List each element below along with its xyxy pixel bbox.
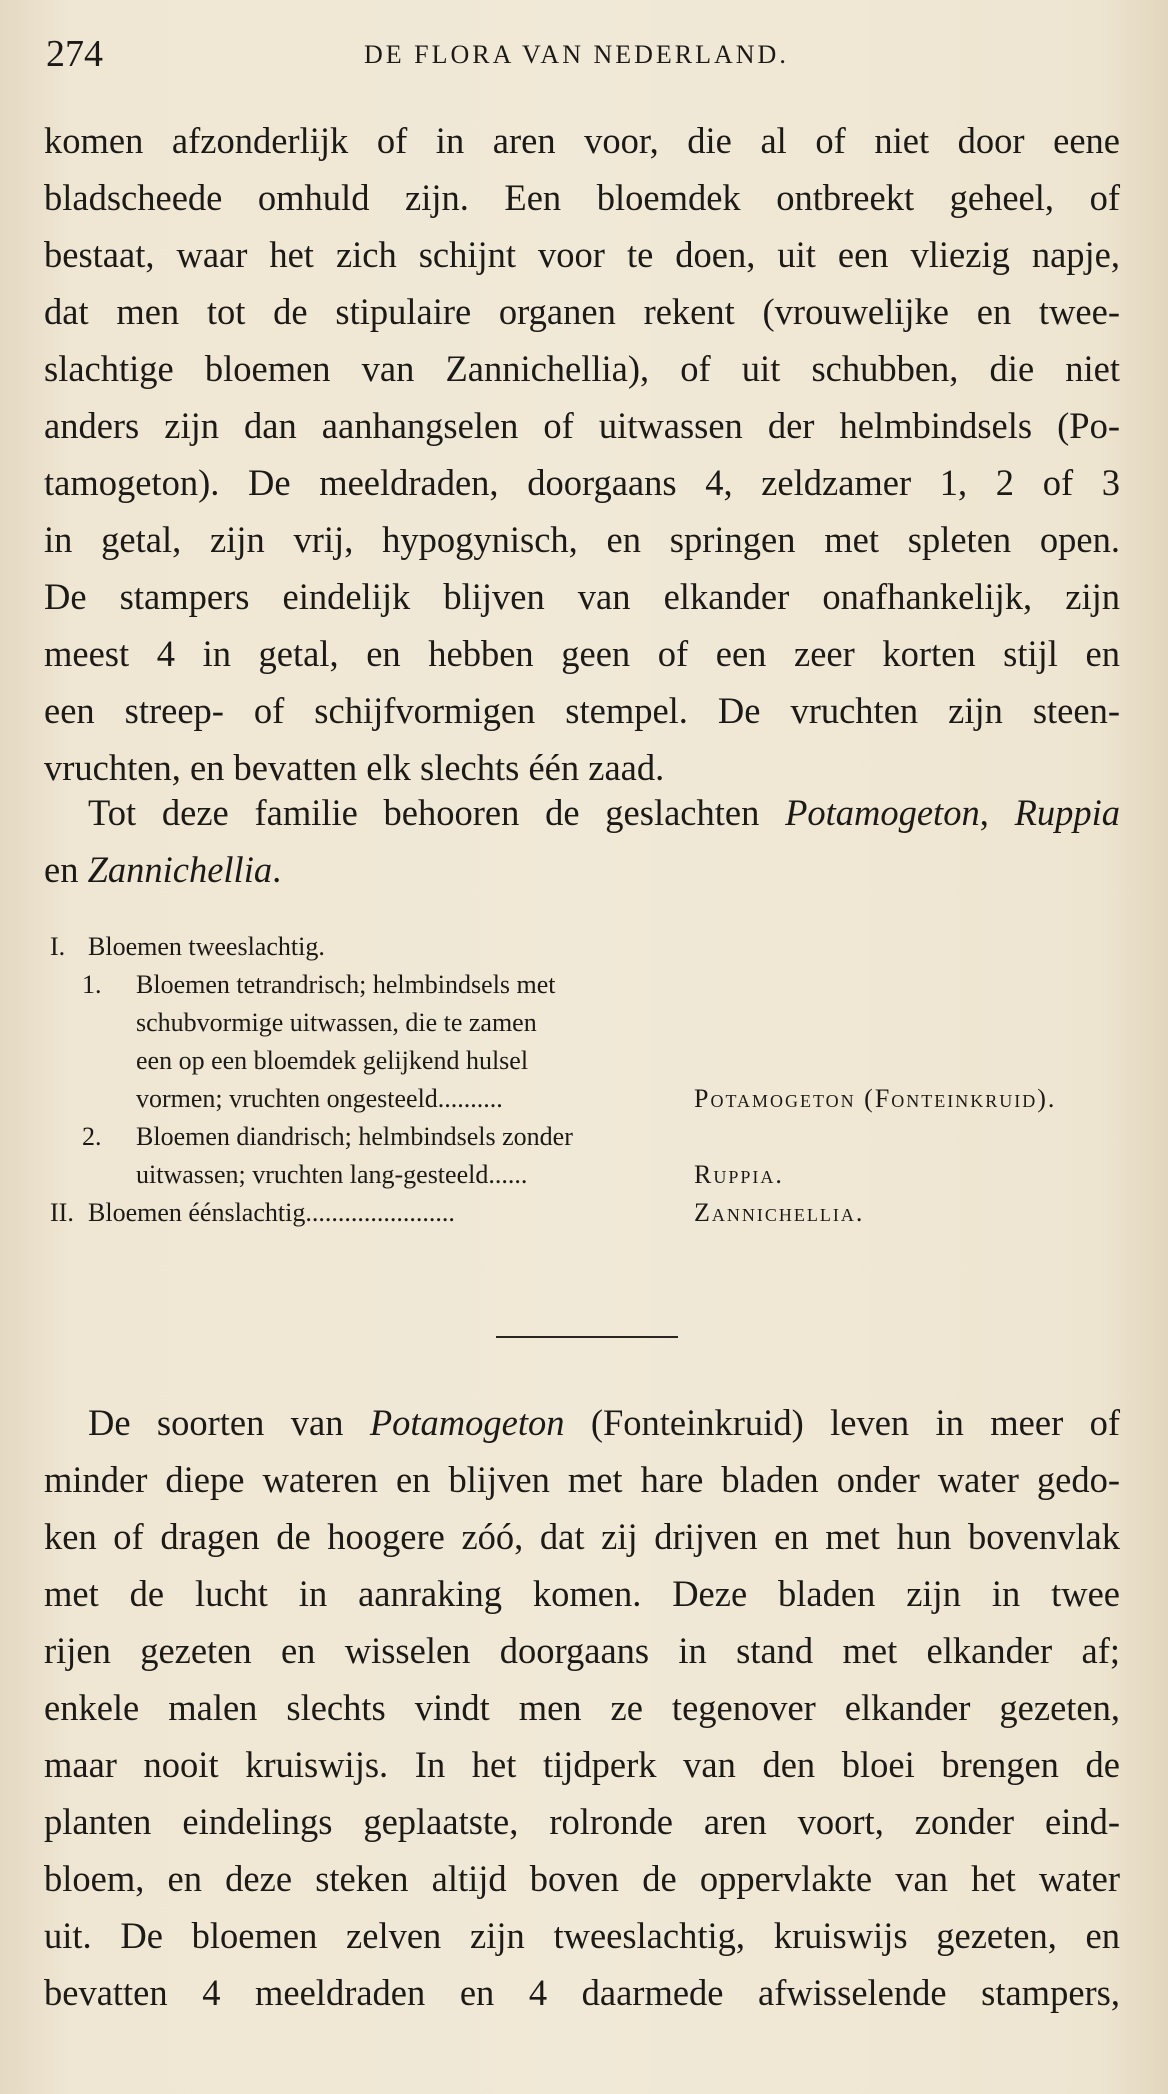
key-row xyxy=(50,1080,1130,1118)
key-number: I. xyxy=(50,932,66,961)
key-number: II. xyxy=(50,1198,74,1227)
text-line: anders zijn dan aanhangselen of uitwassen der helmbindsels (Po- xyxy=(44,405,1120,446)
key-row xyxy=(50,1118,1130,1156)
text-line: een streep- of schijfvormigen stempel. De vruchten zijn steen- xyxy=(44,690,1120,731)
text-line xyxy=(44,841,1120,898)
text-line: met de lucht in aanraking komen. Deze bladen zijn in twee xyxy=(44,1573,1120,1614)
text-line: slachtige bloemen van Zannichellia), of uit schubben, die niet xyxy=(44,348,1120,389)
text-line: maar nooit kruiswijs. In het tijdperk van den bloei brengen de xyxy=(44,1744,1120,1785)
text-line: bestaat, waar het zich schijnt voor te doen, uit een vliezig napje, xyxy=(44,234,1120,275)
text-line: bladscheede omhuld zijn. Een bloemdek ontbreekt geheel, of xyxy=(44,177,1120,218)
key-text: Bloemen éénslachtig....................... xyxy=(88,1198,455,1227)
text-line: ken of dragen de hoogere zóó, dat zij drijven en met hun bovenvlak xyxy=(44,1516,1120,1557)
key-text: schubvormige uitwassen, die te zamen xyxy=(136,1008,537,1037)
key-result-ruppia: Ruppia. xyxy=(694,1160,784,1189)
text-line: planten eindelings geplaatste, rolronde aren voort, zonder eind- xyxy=(44,1801,1120,1842)
key-result-zannichellia: Zannichellia. xyxy=(694,1198,865,1227)
key-text: vormen; vruchten ongesteeld.......... xyxy=(136,1084,503,1113)
identification-key xyxy=(50,928,1130,1232)
text-line xyxy=(44,1394,1120,1451)
key-text: een op een bloemdek gelijkend hulsel xyxy=(136,1046,529,1075)
text-line: tamogeton). De meeldraden, doorgaans 4, zeldzamer 1, 2 of 3 xyxy=(44,462,1120,503)
key-number: 1. xyxy=(82,970,102,999)
section-divider xyxy=(496,1336,678,1338)
text-span: en xyxy=(44,849,88,890)
text-line: rijen gezeten en wisselen doorgaans in stand met elkander af; xyxy=(44,1630,1120,1671)
text-line: uit. De bloemen zelven zijn tweeslachtig, kruiswijs gezeten, en xyxy=(44,1915,1120,1956)
paragraph-potamogeton xyxy=(44,1394,1120,2021)
key-text: Bloemen tweeslachtig. xyxy=(88,932,325,961)
key-row xyxy=(50,1042,1130,1080)
genus-ruppia: Ruppia xyxy=(1014,792,1120,833)
text-line: enkele malen slechts vindt men ze tegenover elkander gezeten, xyxy=(44,1687,1120,1728)
key-row xyxy=(50,1004,1130,1042)
key-text: Bloemen diandrisch; helmbindsels zonder xyxy=(136,1122,573,1151)
text-line: minder diepe wateren en blijven met hare bladen onder water gedo- xyxy=(44,1459,1120,1500)
text-line: dat men tot de stipulaire organen rekent (vrouwelijke en twee- xyxy=(44,291,1120,332)
text-span: De soorten van xyxy=(88,1402,370,1443)
page-number: 274 xyxy=(46,33,103,75)
key-row xyxy=(50,1194,1130,1232)
genus-zannichellia: Zannichellia xyxy=(87,849,273,890)
text-span: . xyxy=(272,849,282,890)
text-line: De stampers eindelijk blijven van elkander onafhankelijk, zijn xyxy=(44,576,1120,617)
paragraph-family-description xyxy=(44,112,1120,796)
key-text: Bloemen tetrandrisch; helmbindsels met xyxy=(136,970,556,999)
key-row xyxy=(50,1156,1130,1194)
genus-potamogeton: Potamogeton xyxy=(369,1402,565,1443)
running-title: DE FLORA VAN NEDERLAND. xyxy=(364,40,789,69)
text-line: bloem, en deze steken altijd boven de oppervlakte van het water xyxy=(44,1858,1120,1899)
genus-potamogeton: Potamogeton xyxy=(785,792,980,833)
text-line xyxy=(44,784,1120,841)
text-line: komen afzonderlijk of in aren voor, die al of niet door eene xyxy=(44,120,1120,161)
key-row xyxy=(50,966,1130,1004)
key-row xyxy=(50,928,1130,966)
text-line: meest 4 in getal, en hebben geen of een zeer korten stijl en xyxy=(44,633,1120,674)
text-line: in getal, zijn vrij, hypogynisch, en springen met spleten open. xyxy=(44,519,1120,560)
paragraph-genera xyxy=(44,784,1120,898)
text-line: bevatten 4 meeldraden en 4 daarmede afwisselende stampers, xyxy=(44,1972,1120,2013)
separator: , xyxy=(979,792,1015,833)
key-number: 2. xyxy=(82,1122,102,1151)
key-result-potamogeton: Potamogeton (Fonteinkruid). xyxy=(694,1084,1057,1113)
key-text: uitwassen; vruchten lang-gesteeld...... xyxy=(136,1160,528,1189)
text-span: Tot deze familie behooren de geslachten xyxy=(88,792,786,833)
text-line: vruchten, en bevatten elk slechts één zaad. xyxy=(44,747,665,788)
text-span: (Fonteinkruid) leven in meer of xyxy=(564,1402,1120,1443)
page-header xyxy=(46,32,1126,78)
